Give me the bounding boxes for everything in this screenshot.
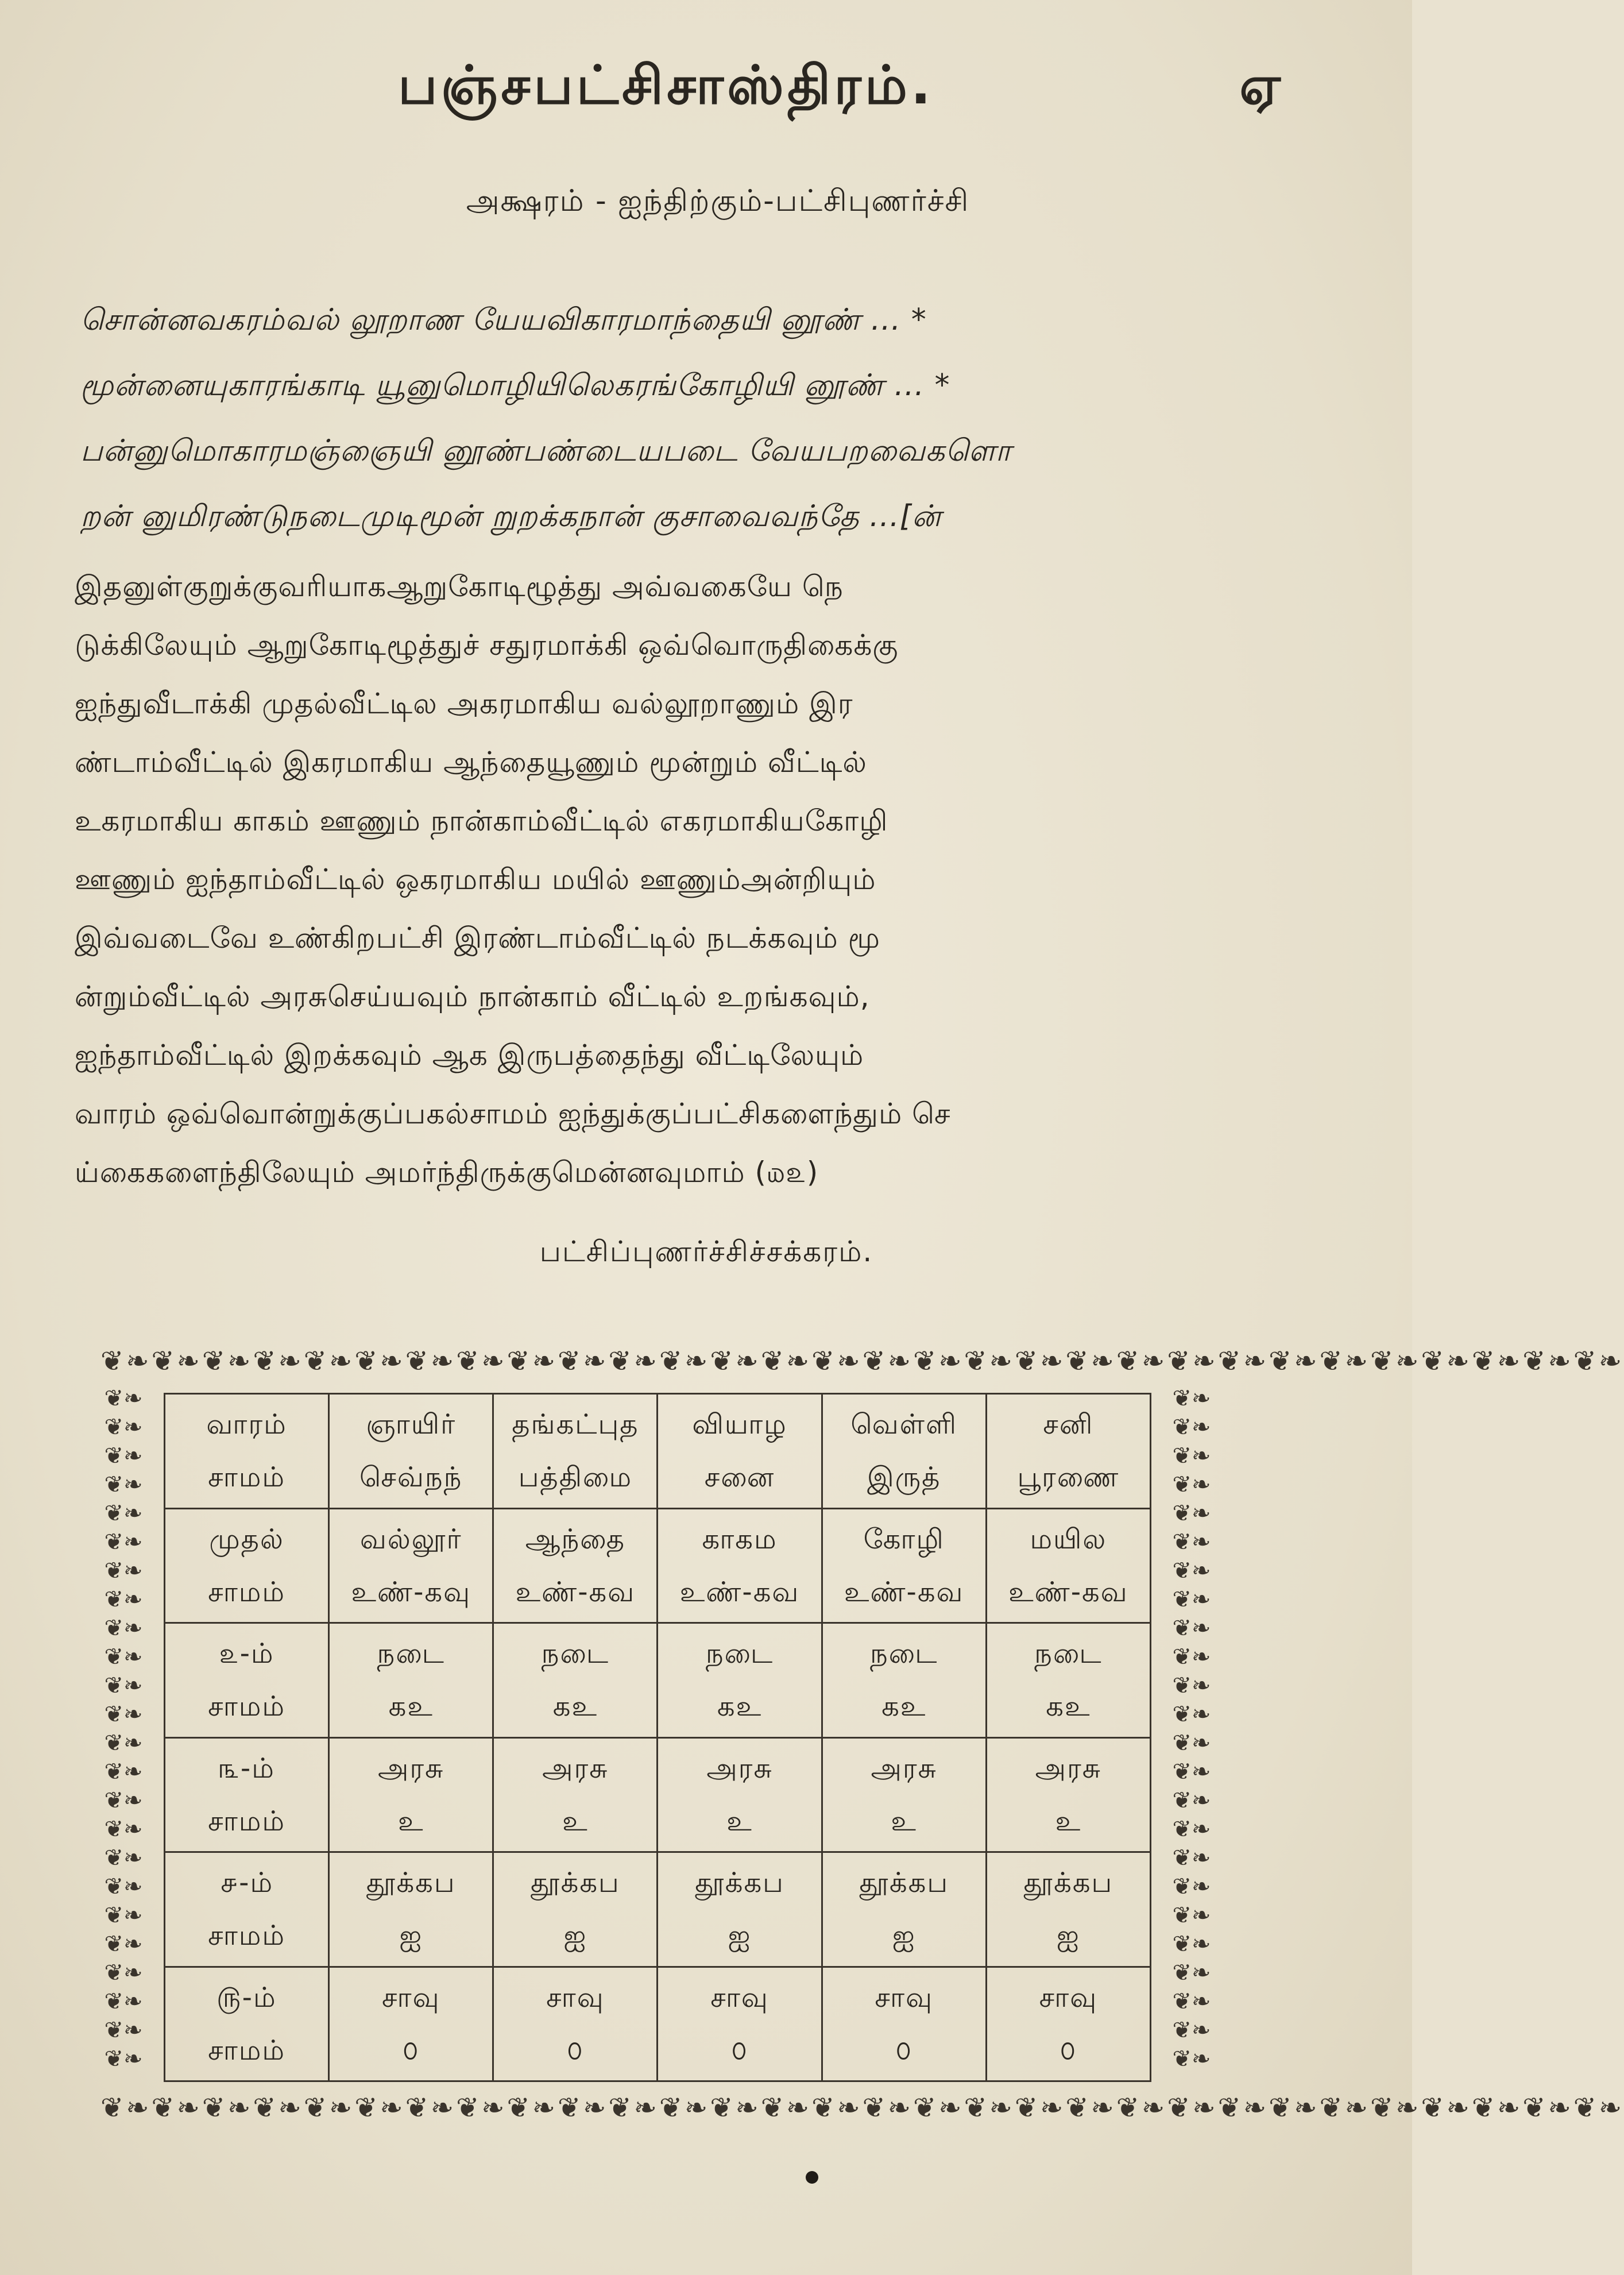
- cell-lower-text: கஉ: [717, 1690, 763, 1723]
- ornamental-border-top: ❦❧❦❧❦❧❦❧❦❧❦❧❦❧❦❧❦❧❦❧❦❧❦❧❦❧❦❧❦❧❦❧❦❧❦❧❦❧❦❧❦❧❦❧❦❧❦❧❦❧❦❧❦❧❦❧❦❧❦❧: [100, 1345, 1624, 1377]
- ornamental-border-left: ❦❧❦❧❦❧❦❧❦❧❦❧❦❧❦❧❦❧❦❧❦❧❦❧❦❧❦❧❦❧❦❧❦❧❦❧❦❧❦❧❦❧❦❧❦❧❦❧: [104, 1385, 143, 2072]
- table-header-cell: [493, 1394, 658, 1509]
- cell-lower-text: சாமம்: [208, 2034, 286, 2067]
- table-cell: [822, 1967, 986, 2081]
- ornamental-border-bottom: ❦❧❦❧❦❧❦❧❦❧❦❧❦❧❦❧❦❧❦❧❦❧❦❧❦❧❦❧❦❧❦❧❦❧❦❧❦❧❦❧❦❧❦❧❦❧❦❧❦❧❦❧❦❧❦❧❦❧❦❧: [100, 2092, 1624, 2124]
- cell-lower-text: ஐ: [892, 1919, 916, 1952]
- running-title: பஞ்சபட்சிசாஸ்திரம்.: [398, 55, 934, 116]
- cell-upper-text: ஆந்தை: [525, 1523, 625, 1555]
- cell-upper-text: வாரம்: [206, 1408, 287, 1441]
- commentary-line: டுக்கிலேயும் ஆறுகோடிழூத்துச் சதுரமாக்கி ஒவ்வொருதிகைக்கு: [75, 628, 899, 662]
- table-row: [165, 1852, 1151, 1967]
- table-row: [165, 1508, 1151, 1623]
- cell-upper-text: ௨-ம்: [219, 1637, 274, 1670]
- cell-upper-text: கோழி: [863, 1523, 945, 1555]
- cell-lower-text: கஉ: [552, 1690, 598, 1723]
- cell-lower-text: ௦: [403, 2034, 420, 2067]
- cell-upper-text: தூக்கப: [859, 1867, 949, 1899]
- table-cell: [986, 1508, 1150, 1623]
- commentary-line: ய்கைகளைந்திலேயும் அமர்ந்திருக்குமென்னவுமாம் (௰௨): [75, 1156, 819, 1189]
- cell-lower-text: கஉ: [881, 1690, 927, 1723]
- cell-upper-text: அரசு: [706, 1752, 773, 1785]
- table-cell: [986, 1623, 1150, 1738]
- cell-upper-text: சனி: [1043, 1408, 1094, 1441]
- cell-upper-text: சாவு: [546, 1981, 605, 2014]
- table-cell: [329, 1852, 493, 1967]
- cell-upper-text: அரசு: [1035, 1752, 1102, 1785]
- cell-lower-text: சாமம்: [208, 1919, 286, 1952]
- table-cell: [822, 1852, 986, 1967]
- cell-lower-text: பூரணை: [1017, 1461, 1120, 1494]
- table-header-row: [165, 1394, 1151, 1509]
- cell-lower-text: சாமம்: [208, 1805, 286, 1837]
- cell-lower-text: ஐ: [563, 1919, 587, 1952]
- cell-upper-text: தங்கட்புத: [512, 1408, 639, 1441]
- commentary-line: ஐந்துவீடாக்கி முதல்வீட்டில அகரமாகிய வல்லூறாணும் இர: [75, 687, 853, 720]
- cell-upper-text: தூக்கப: [1023, 1867, 1113, 1899]
- table-cell: [329, 1623, 493, 1738]
- page-header: [0, 55, 1412, 135]
- table-cell: [493, 1967, 658, 2081]
- cell-lower-text: உண்-கவ: [1008, 1575, 1128, 1608]
- cell-lower-text: உ: [891, 1805, 917, 1837]
- cell-upper-text: நடை: [541, 1637, 610, 1670]
- cell-lower-text: செவ்நந்: [359, 1461, 463, 1494]
- cell-lower-text: உண்-கவ: [844, 1575, 964, 1608]
- cell-upper-text: முதல்: [209, 1523, 284, 1555]
- cell-upper-text: நடை: [377, 1637, 445, 1670]
- cell-upper-text: தூக்கப: [366, 1867, 456, 1899]
- cell-upper-text: நடை: [705, 1637, 774, 1670]
- cell-upper-text: தூக்கப: [695, 1867, 784, 1899]
- table-cell: [658, 1967, 822, 2081]
- cell-upper-text: அரசு: [542, 1752, 609, 1785]
- table-cell: [329, 1737, 493, 1852]
- table-row: [165, 1623, 1151, 1738]
- verse-line: மூன்னையுகாரங்காடி யூனுமொழியிலெகரங்கோழியி னூண் ... *: [80, 368, 950, 403]
- cell-lower-text: சாமம்: [208, 1461, 286, 1494]
- cell-upper-text: ஞாயிர்: [366, 1408, 457, 1441]
- table-cell: [986, 1852, 1150, 1967]
- cell-lower-text: உண்-கவ: [515, 1575, 636, 1608]
- verse-line: பன்னுமொகாரமஞ்ஞையி னூண்பண்டையபடை வேயபறவைகளொ: [80, 434, 1012, 468]
- cell-upper-text: வியாழ: [692, 1408, 787, 1441]
- table-cell: [165, 1737, 329, 1852]
- cell-lower-text: ௦: [567, 2034, 584, 2067]
- table-cell: [493, 1508, 658, 1623]
- cell-lower-text: உ: [726, 1805, 753, 1837]
- cell-lower-text: உண்-கவு: [351, 1575, 471, 1608]
- cell-upper-text: மயில: [1030, 1523, 1107, 1555]
- cell-lower-text: கஉ: [1046, 1690, 1091, 1723]
- table-cell: [165, 1623, 329, 1738]
- table-cell: [822, 1623, 986, 1738]
- table-cell: [329, 1967, 493, 2081]
- commentary-line: ஊணும் ஐந்தாம்வீட்டில் ஒகரமாகிய மயில் ஊணும்அன்றியும்: [75, 863, 876, 896]
- table-header-cell: [822, 1394, 986, 1509]
- cell-lower-text: உண்-கவ: [679, 1575, 800, 1608]
- cell-upper-text: நடை: [869, 1637, 938, 1670]
- verse-line: றன் னுமிரண்டுநடைமுடிமூன் றுறக்கநான் குசாவைவந்தே ...[ன்: [80, 499, 942, 534]
- cell-upper-text: அரசு: [378, 1752, 444, 1785]
- table-cell: [986, 1737, 1150, 1852]
- cell-upper-text: சாவு: [710, 1981, 769, 2014]
- table-cell: [822, 1737, 986, 1852]
- table-cell: [658, 1737, 822, 1852]
- cell-lower-text: உ: [1055, 1805, 1082, 1837]
- cell-lower-text: இருத்: [867, 1461, 941, 1494]
- cell-lower-text: ௦: [895, 2034, 912, 2067]
- table-cell: [658, 1623, 822, 1738]
- cell-lower-text: பத்திமை: [518, 1461, 633, 1494]
- verse-block: [80, 287, 1263, 549]
- table-header-cell: [165, 1394, 329, 1509]
- cell-lower-text: சாமம்: [208, 1575, 286, 1608]
- cell-upper-text: ௫-ம்: [216, 1981, 277, 2014]
- cell-lower-text: உ: [397, 1805, 424, 1837]
- cell-lower-text: சாமம்: [208, 1690, 286, 1723]
- cell-upper-text: நடை: [1034, 1637, 1103, 1670]
- table-cell: [493, 1852, 658, 1967]
- table-header-cell: [658, 1394, 822, 1509]
- cell-upper-text: சாவு: [381, 1981, 440, 2014]
- table-title: பட்சிப்புணர்ச்சிச்சக்கரம்.: [539, 1235, 873, 1268]
- commentary-line: இவ்வடைவே உண்கிறபட்சி இரண்டாம்வீட்டில் நடக்கவும் மூ: [75, 921, 880, 955]
- cell-upper-text: தூக்கப: [531, 1867, 620, 1899]
- cell-upper-text: வெள்ளி: [850, 1408, 958, 1441]
- cell-upper-text: சாவு: [875, 1981, 933, 2014]
- commentary-block: [75, 557, 1269, 1202]
- table-row: [165, 1967, 1151, 2081]
- table-cell: [493, 1737, 658, 1852]
- cell-lower-text: கஉ: [388, 1690, 434, 1723]
- cell-lower-text: சனை: [704, 1461, 775, 1494]
- ink-dot: [806, 2171, 818, 2184]
- cell-lower-text: உ: [562, 1805, 589, 1837]
- cell-lower-text: ௦: [731, 2034, 748, 2067]
- cell-lower-text: ஐ: [1057, 1919, 1080, 1952]
- table-header-cell: [329, 1394, 493, 1509]
- cell-upper-text: சாவு: [1039, 1981, 1098, 2014]
- table-body: [165, 1394, 1151, 2081]
- page-number: ஏ: [1239, 55, 1281, 116]
- table-cell: [986, 1967, 1150, 2081]
- table-cell: [165, 1852, 329, 1967]
- cell-upper-text: காகம: [702, 1523, 778, 1555]
- table-row: [165, 1737, 1151, 1852]
- cell-lower-text: ஐ: [728, 1919, 752, 1952]
- cell-upper-text: ௪-ம்: [220, 1867, 274, 1899]
- cell-upper-text: ௩-ம்: [218, 1752, 275, 1785]
- table-cell: [165, 1508, 329, 1623]
- section-heading: அக்ஷரம் - ஐந்திற்கும்-பட்சிபுணர்ச்சி: [466, 184, 970, 218]
- commentary-line: வாரம் ஒவ்வொன்றுக்குப்பகல்சாமம் ஐந்துக்குப்பட்சிகளைந்தும் செ: [75, 1097, 951, 1130]
- cell-upper-text: அரசு: [871, 1752, 937, 1785]
- cell-upper-text: வல்லூர்: [359, 1523, 462, 1555]
- table-cell: [493, 1623, 658, 1738]
- table-cell: [165, 1967, 329, 2081]
- commentary-line: உகரமாகிய காகம் ஊணும் நான்காம்வீட்டில் எகரமாகியகோழி: [75, 804, 888, 837]
- table-cell: [658, 1852, 822, 1967]
- commentary-line: இதனுள்குறுக்குவரியாகஆறுகோடிழூத்து அவ்வகையே நெ: [75, 570, 844, 603]
- cell-lower-text: ௦: [1060, 2034, 1077, 2067]
- verse-line: சொன்னவகரம்வல் லூறாண யேயவிகாரமாந்தையி னூண் ... *: [80, 303, 927, 337]
- commentary-line: ன்றும்வீட்டில் அரசுசெய்யவும் நான்காம் வீட்டில் உறங்கவும்,: [75, 980, 870, 1013]
- commentary-line: ஐந்தாம்வீட்டில் இறக்கவும் ஆக இருபத்தைந்து வீட்டிலேயும்: [75, 1038, 864, 1072]
- table-cell: [658, 1508, 822, 1623]
- ornamental-border-right: ❦❧❦❧❦❧❦❧❦❧❦❧❦❧❦❧❦❧❦❧❦❧❦❧❦❧❦❧❦❧❦❧❦❧❦❧❦❧❦❧❦❧❦❧❦❧❦❧: [1172, 1385, 1211, 2072]
- commentary-line: ண்டாம்வீட்டில் இகரமாகிய ஆந்தையூணும் மூன்றும் வீட்டில்: [75, 746, 867, 779]
- chakra-table-frame: [100, 1338, 1624, 2134]
- cell-lower-text: ஐ: [399, 1919, 423, 1952]
- table-cell: [329, 1508, 493, 1623]
- bird-conjunction-table: [164, 1393, 1151, 2082]
- table-cell: [822, 1508, 986, 1623]
- table-header-cell: [986, 1394, 1150, 1509]
